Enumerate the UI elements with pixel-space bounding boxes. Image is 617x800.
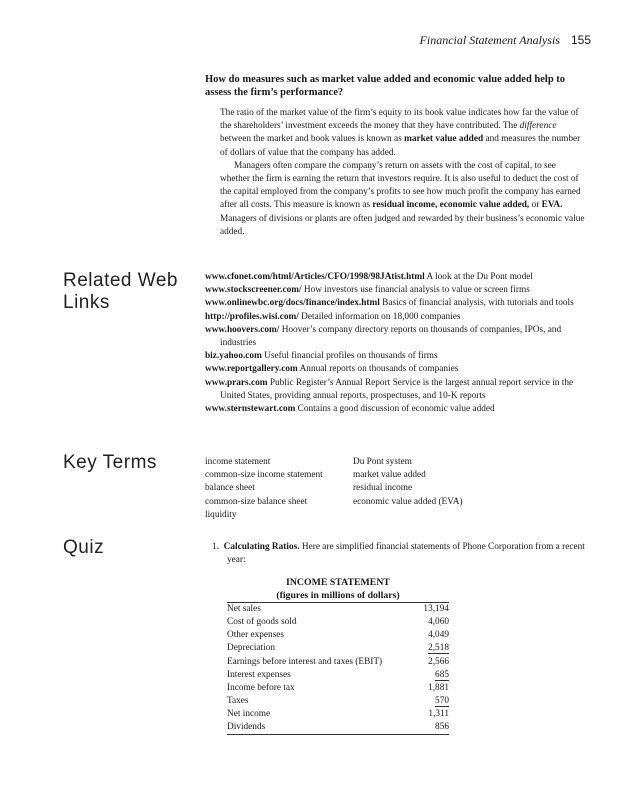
table-row (227, 695, 449, 708)
quiz-heading: Calculating Ratios. (223, 542, 300, 552)
link-description: Contains a good discussion of economic value added (295, 404, 495, 415)
row-value: 2,518 (428, 643, 449, 654)
link-url[interactable]: www.stockscreener.com/ (205, 285, 302, 296)
list-item: market value added (353, 470, 426, 481)
table-row (227, 708, 449, 721)
list-item: income statement (205, 457, 271, 467)
list-item: balance sheet (205, 483, 255, 494)
answer-p2-a: Managers often compare the company’s return on assets with the cost of capital, to see whether the firm is earning the return that investors require. It is also useful to deduct the cost of the capital employed from the company’s profits to see how much profit the company has earned after all costs. This measure is known as (220, 160, 581, 211)
link-description: A look at the Du Pont model (424, 272, 533, 282)
link-url[interactable]: www.sternstewart.com (205, 404, 296, 415)
row-label: Taxes (227, 695, 249, 706)
row-label: Earnings before interest and taxes (EBIT) (227, 656, 383, 667)
answer-p2-b: or (529, 200, 542, 211)
section-heading-key-terms: Key Terms (63, 452, 157, 473)
row-value: 685 (435, 669, 449, 680)
section-heading-quiz: Quiz (63, 537, 105, 558)
term-market-value-added: market value added (404, 134, 484, 145)
running-header (420, 33, 591, 48)
table-row (227, 616, 449, 629)
list-item (205, 377, 588, 403)
row-value: 856 (392, 721, 449, 735)
key-terms-column-2 (353, 456, 553, 522)
link-url[interactable]: http://profiles.wisi.com/ (205, 311, 299, 322)
list-item: economic value added (EVA) (353, 496, 463, 507)
related-heading-line1: Related Web (63, 270, 178, 291)
row-value: 1,311 (428, 708, 449, 719)
answer-p1-c: and measures the number of dollars of value that the company has added. (220, 134, 581, 158)
list-item (205, 350, 588, 363)
term-eva: EVA. (541, 200, 563, 211)
list-item (205, 403, 588, 416)
key-terms-list (205, 456, 588, 522)
row-value: 4,060 (428, 617, 449, 628)
list-item: Du Pont system (353, 457, 412, 467)
table-row (227, 721, 449, 735)
row-value: 13,194 (423, 604, 449, 615)
table-row (227, 603, 449, 617)
list-item: common-size income statement (205, 470, 323, 481)
link-description: Basics of financial analysis, with tutorials and tools (379, 298, 574, 309)
table-row (227, 642, 449, 655)
answer-p1-emphasis: difference (519, 121, 557, 132)
link-description: Annual reports on thousands of companies (297, 364, 459, 375)
row-label: Depreciation (227, 643, 276, 654)
statement-subtitle: (figures in millions of dollars) (276, 590, 400, 602)
statement-title: INCOME STATEMENT (286, 577, 390, 588)
link-description: Detailed information on 18,000 companies (298, 311, 461, 322)
list-item: liquidity (205, 509, 237, 520)
row-value: 570 (435, 695, 449, 706)
row-label: Cost of goods sold (227, 617, 297, 628)
link-url[interactable]: www.prars.com (205, 377, 268, 388)
list-item (205, 284, 588, 297)
link-description: Hoover’s company directory reports on thousands of companies, IPOs, and industries (220, 324, 562, 349)
list-item (205, 271, 588, 284)
table-row (227, 682, 449, 695)
list-item (205, 297, 588, 310)
row-value: 4,049 (428, 630, 449, 641)
related-heading-line2: Links (63, 292, 110, 313)
answer-text (220, 107, 588, 239)
list-item: residual income (353, 483, 413, 494)
list-item (205, 363, 588, 376)
link-description: Useful financial profiles on thousands of firms (261, 351, 438, 362)
link-url[interactable]: www.reportgallery.com (205, 364, 298, 375)
answer-p1-a: The ratio of the market value of the firm’s equity to its book value indicates how far the value of the shareholders’ investment exceeds the money that they have contributed. The (220, 108, 579, 132)
quiz-question-1 (205, 541, 588, 567)
section-heading-related-web-links (63, 270, 178, 314)
key-terms-column-1 (205, 456, 353, 522)
page-number: 155 (570, 33, 591, 47)
row-label: Net sales (227, 604, 261, 615)
quiz-number: 1. (212, 542, 219, 552)
list-item (205, 311, 588, 324)
link-url[interactable]: biz.yahoo.com (205, 351, 262, 362)
income-statement-title (227, 576, 449, 603)
term-residual-income: residual income, economic value added, (372, 200, 530, 211)
table-row (227, 629, 449, 642)
row-label: Income before tax (227, 682, 295, 693)
list-item (205, 324, 588, 350)
running-title: Financial Statement Analysis (419, 33, 560, 47)
link-description: How investors use financial analysis to value or screen firms (301, 285, 530, 296)
row-label: Dividends (227, 721, 392, 735)
review-question: How do measures such as market value added and economic value added help to assess the firm’s performance? (205, 74, 566, 98)
row-label: Interest expenses (227, 669, 291, 680)
link-description: Public Register’s Annual Report Service is the largest annual report service in the United States, providing annual reports, prospectuses, and 10-K reports (220, 377, 574, 401)
quiz-text: Here are simplified financial statements of Phone Corporation from a recent year: (227, 542, 585, 566)
link-url[interactable]: www.onlinewbc.org/docs/finance/index.html (205, 298, 380, 309)
row-value: 2,566 (428, 656, 449, 667)
link-url[interactable]: www.cfonet.com/html/Articles/CFO/1998/98JAtist.html (205, 272, 425, 282)
list-item: common-size balance sheet (205, 496, 308, 507)
row-value: 1,881 (428, 682, 449, 693)
income-statement-table (227, 576, 449, 735)
link-url[interactable]: www.hoovers.com/ (205, 324, 280, 335)
answer-p1-b: between the market and book values is known as (220, 134, 405, 145)
answer-p2-c: Managers of divisions or plants are often judged and rewarded by their business’s economic value added. (220, 213, 585, 237)
table-row (227, 656, 449, 669)
row-label: Net income (227, 708, 271, 719)
row-label: Other expenses (227, 630, 285, 641)
table-row (227, 669, 449, 682)
related-links-list (205, 271, 588, 416)
